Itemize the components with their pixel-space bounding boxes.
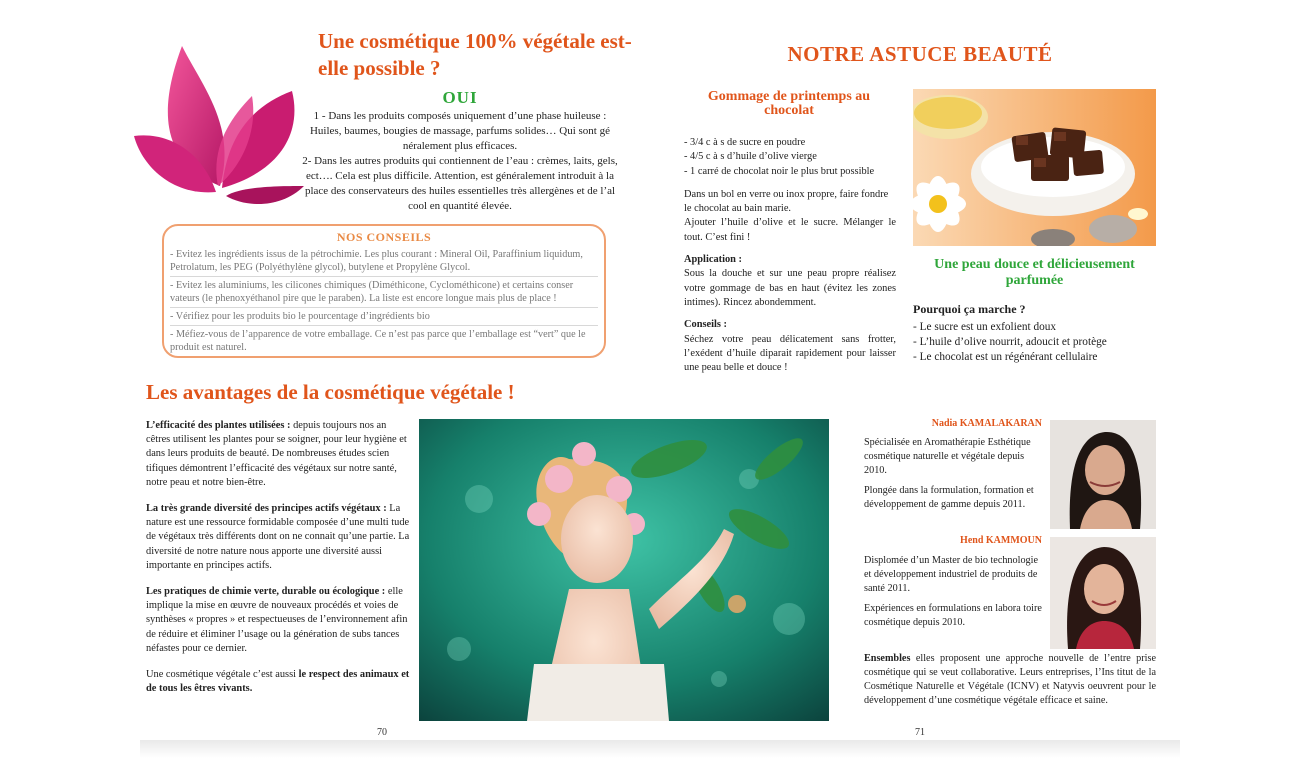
closing-lead: Ensembles [864, 653, 911, 664]
ingredient-list [684, 136, 896, 179]
recipe-title: Gommage de printemps au chocolat [707, 89, 871, 118]
why-item: - Le sucre est un exfolient doux [913, 321, 1057, 333]
author-bio-line: Spécialisée en Aromathérapie Esthétique cosmétique naturelle et végétale depuis 2010. [864, 437, 1031, 476]
tagline: Une peau douce et délicieusement parfumée [934, 257, 1135, 288]
page-number: 70 [377, 727, 387, 738]
application-label: Application : [684, 254, 743, 266]
avantage-lead: La très grande diversité des principes actifs végétaux : [146, 503, 387, 515]
why-list [913, 320, 1163, 365]
woman-flowers-photo [419, 419, 829, 721]
avantage-paragraph [146, 419, 412, 490]
lotus-logo-icon [132, 36, 307, 206]
conseil-item: - Vérifiez pour les produits bio le pourcentage d’ingrédients bio [170, 307, 598, 323]
application-text: Sous la douche et sur une peau propre réalisez votre gommage de bas en haut (évitez les zones intimes). Rincez abondemment. [684, 268, 896, 308]
avantage-paragraph [146, 668, 412, 696]
avantages-column [146, 419, 412, 708]
article-title: Une cosmétique 100% végétale est-elle possible ? [318, 29, 632, 80]
conseils-text: Séchez votre peau délicatement sans frotter, l’exédent d’huile diparait rapidement pour laisser une peau belle et douce ! [684, 333, 896, 374]
conseil-item: - Evitez les ingrédients issus de la pétrochimie. Les plus courant : Mineral Oil, Paraffinium liquidum, Petrolatum, les PEG (Polyéthylène glycol), butylene et Propylène Glycol. [170, 249, 583, 273]
conseil-item: - Evitez les aluminiums, les cilicones chimiques (Diméthicone, Cyclométhicone) et certains conser vateurs (le phenoxyéthanol pire que le paraben). La liste est encore longue mais plus de place ! [170, 276, 598, 305]
ingredient-item: - 3/4 c à s de sucre en poudre [684, 137, 806, 148]
why-title: Pourquoi ça marche ? [913, 302, 1026, 316]
author-bio [864, 554, 1044, 636]
why-item: - L’huile d’olive nourrit, adoucit et protège [913, 336, 1107, 348]
ingredient-item: - 1 carré de chocolat noir le plus brut possible [684, 165, 875, 177]
closing-text: elles proposent une approche nouvelle de l’entre prise cosmétique qui se veut collaborative. Leurs entreprises, l’Ins titut de la Cosmétique Naturelle et Végétale (ICNV) et Natyvis oeuvrent pour le développement d’une cosmétique végétale efficace et saine. [864, 653, 1156, 706]
astuce-title: NOTRE ASTUCE BEAUTÉ [787, 42, 1053, 66]
avantage-text: elle implique la mise en œuvre de nouveaux procédés et voies de synthèses « propres » et respectueuses de l’environnement afin de réduire et éliminer l’usage ou la génération de subs tances néfastes pour ce dernier. [146, 586, 408, 654]
page-number: 71 [915, 727, 925, 738]
conseils-title: NOS CONSEILS [336, 230, 432, 244]
author-portrait-nadia [1050, 420, 1156, 529]
closing-paragraph [864, 652, 1156, 708]
intro-paragraph: 1 - Dans les produits composés uniquement d’une phase huileuse : Huiles, baumes, bougies de massage, parfums solides… Qui sont gé néralement plus efficaces. [309, 110, 610, 152]
preparation-text: Dans un bol en verre ou inox propre, faire fondre le chocolat au bain marie. [684, 188, 889, 215]
avantage-text: La nature est une ressource formidable composée d’une multi tude de végétaux très différents dont on ne connait qu’une partie. La diversité de notre nature nous apporte une diversité aussi importante en principes actifs. [146, 503, 410, 571]
preparation-text: Ajouter l’huile d’olive et le sucre. Mélanger le tout. C’est fini ! [684, 217, 896, 243]
author-bio-line: Plongée dans la formulation, formation et développement de gamme depuis 2011. [864, 485, 1034, 510]
chocolate-scrub-photo [913, 89, 1156, 246]
author-bio-line: Expériences en formulations en labora toire cosmétique depuis 2010. [864, 603, 1042, 628]
why-item: - Le chocolat est un régénérant cellulaire [913, 351, 1098, 363]
author-bio-line: Displomée d’un Master de bio technologie et développement industriel de produits de santé 2011. [864, 555, 1038, 594]
conseils-box [162, 224, 606, 358]
avantage-paragraph [146, 585, 412, 656]
author-bio [864, 436, 1044, 518]
avantage-paragraph [146, 502, 412, 573]
author-name: Hend KAMMOUN [960, 535, 1042, 546]
avantage-lead: le respect des animaux et de tous les êtres vivants. [146, 669, 410, 695]
avantage-text: Une cosmétique végétale c’est aussi [146, 669, 299, 681]
section-title: Les avantages de la cosmétique végétale ! [146, 380, 515, 404]
conseils-label: Conseils : [684, 319, 728, 331]
ingredient-item: - 4/5 c à s d’huile d’olive vierge [684, 151, 817, 163]
recipe-body [684, 136, 896, 383]
conseil-item: - Méfiez-vous de l’apparence de votre emballage. Ce n’est pas parce que l’emballage est “vert” que le produit est naturel. [170, 325, 598, 354]
intro-paragraph: 2- Dans les autres produits qui contiennent de l’eau : crèmes, laits, gels, ect…. Cela est plus difficile. Attention, est généralement introduit à la place des conservateurs des huiles essentielles très allergènes et de l’al cool en quantité élevée. [302, 155, 618, 212]
avantage-lead: Les pratiques de chimie verte, durable ou écologique : [146, 586, 386, 598]
avantage-lead: L’efficacité des plantes utilisées : [146, 420, 291, 431]
answer-heading: OUI [442, 88, 478, 107]
page-spread-shadow [140, 740, 1180, 758]
author-portrait-hend [1050, 537, 1156, 649]
author-name: Nadia KAMALAKARAN [931, 418, 1042, 429]
intro-text [300, 109, 620, 214]
avantage-text: depuis toujours nos an cêtres utilisent les plantes pour se soigner, pour leur hygiène et dans leurs produits de beauté. De nombreuses études scien tifiques démontrent l’efficacité des végétaux sur notre santé, notre peau et notre bien-être. [146, 420, 407, 488]
